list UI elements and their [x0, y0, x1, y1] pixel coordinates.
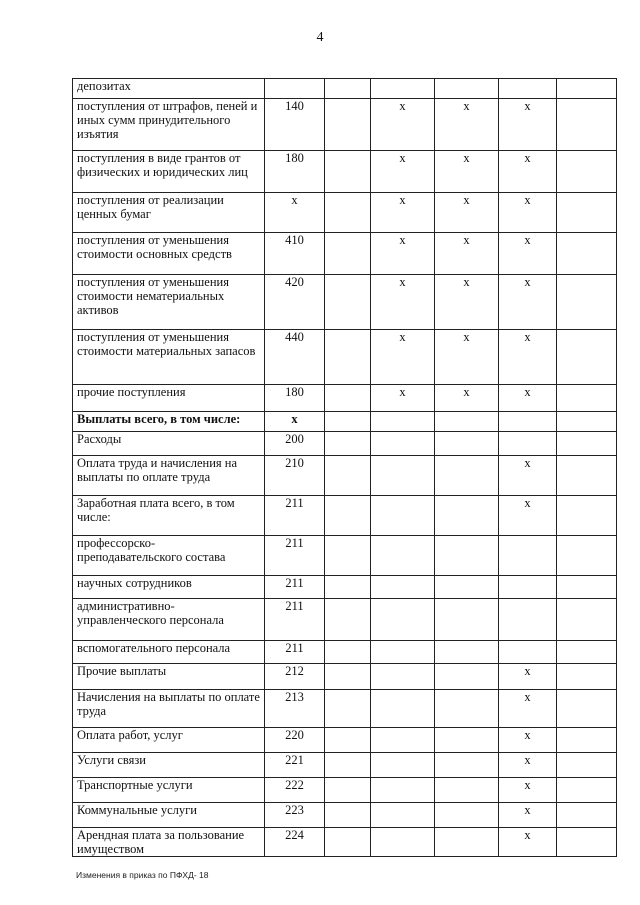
row-mark-cell: x — [499, 778, 557, 803]
row-mark-cell — [371, 803, 435, 828]
row-mark-cell — [557, 432, 617, 456]
row-mark-cell — [325, 576, 371, 599]
row-mark-cell — [371, 641, 435, 664]
row-mark-cell — [557, 456, 617, 496]
row-code: 140 — [265, 99, 325, 151]
row-code — [265, 79, 325, 99]
row-mark-cell: x — [371, 151, 435, 193]
row-mark-cell — [435, 79, 499, 99]
row-mark-cell — [557, 576, 617, 599]
row-mark-cell — [557, 753, 617, 778]
row-mark-cell — [499, 432, 557, 456]
row-code: 210 — [265, 456, 325, 496]
row-mark-cell — [325, 432, 371, 456]
row-mark-cell: x — [499, 728, 557, 753]
row-mark-cell — [371, 778, 435, 803]
row-mark-cell — [499, 599, 557, 641]
row-code: 213 — [265, 690, 325, 728]
row-mark-cell: x — [499, 690, 557, 728]
row-mark-cell: x — [499, 664, 557, 690]
row-mark-cell — [435, 690, 499, 728]
row-code: 223 — [265, 803, 325, 828]
row-mark-cell — [499, 576, 557, 599]
row-mark-cell: x — [499, 828, 557, 857]
row-code: 440 — [265, 330, 325, 385]
row-mark-cell — [435, 728, 499, 753]
row-label: административно-управленческого персонала — [73, 599, 265, 641]
table-row — [73, 664, 617, 690]
table-row — [73, 151, 617, 193]
row-mark-cell: x — [435, 151, 499, 193]
table-row — [73, 330, 617, 385]
row-label: Транспортные услуги — [73, 778, 265, 803]
row-mark-cell: x — [499, 385, 557, 412]
row-mark-cell — [325, 599, 371, 641]
row-label: Оплата труда и начисления на выплаты по оплате труда — [73, 456, 265, 496]
row-label: Расходы — [73, 432, 265, 456]
footer-note: Изменения в приказ по ПФХД- 18 — [76, 870, 209, 880]
row-mark-cell — [325, 233, 371, 275]
row-mark-cell — [371, 664, 435, 690]
row-mark-cell — [325, 536, 371, 576]
row-mark-cell: x — [371, 193, 435, 233]
row-code: 180 — [265, 151, 325, 193]
table-row — [73, 79, 617, 99]
row-mark-cell — [435, 803, 499, 828]
row-mark-cell — [325, 496, 371, 536]
row-label: Услуги связи — [73, 753, 265, 778]
table-row — [73, 828, 617, 857]
row-mark-cell: x — [499, 496, 557, 536]
row-mark-cell — [557, 385, 617, 412]
row-mark-cell — [325, 803, 371, 828]
page-number: 4 — [316, 30, 324, 45]
row-mark-cell — [371, 576, 435, 599]
row-mark-cell: x — [435, 233, 499, 275]
row-mark-cell: x — [371, 99, 435, 151]
row-code: 221 — [265, 753, 325, 778]
table-row — [73, 456, 617, 496]
row-mark-cell — [325, 778, 371, 803]
table-row — [73, 803, 617, 828]
row-mark-cell — [325, 330, 371, 385]
row-mark-cell: x — [499, 151, 557, 193]
row-code: x — [265, 412, 325, 432]
row-mark-cell — [325, 385, 371, 412]
row-mark-cell — [499, 641, 557, 664]
table-row — [73, 385, 617, 412]
row-mark-cell: x — [371, 385, 435, 412]
row-code: 211 — [265, 496, 325, 536]
table-row — [73, 690, 617, 728]
row-mark-cell — [557, 412, 617, 432]
row-mark-cell — [557, 778, 617, 803]
row-mark-cell: x — [499, 275, 557, 330]
row-mark-cell — [325, 412, 371, 432]
table-row — [73, 728, 617, 753]
row-mark-cell — [557, 496, 617, 536]
row-mark-cell: x — [499, 99, 557, 151]
row-mark-cell — [371, 728, 435, 753]
table-row — [73, 275, 617, 330]
row-code: 222 — [265, 778, 325, 803]
row-mark-cell: x — [371, 233, 435, 275]
row-label: Выплаты всего, в том числе: — [73, 412, 265, 432]
row-mark-cell — [557, 803, 617, 828]
row-mark-cell — [435, 641, 499, 664]
row-label: вспомогательного персонала — [73, 641, 265, 664]
row-label: поступления от уменьшения стоимости материальных запасов — [73, 330, 265, 385]
row-label: Оплата работ, услуг — [73, 728, 265, 753]
row-mark-cell: x — [435, 193, 499, 233]
row-mark-cell — [557, 728, 617, 753]
row-mark-cell: x — [371, 330, 435, 385]
row-mark-cell — [371, 456, 435, 496]
row-mark-cell — [557, 330, 617, 385]
row-code: 211 — [265, 599, 325, 641]
row-label: поступления от уменьшения стоимости нематериальных активов — [73, 275, 265, 330]
table-row — [73, 778, 617, 803]
row-mark-cell — [325, 664, 371, 690]
table-row — [73, 99, 617, 151]
row-mark-cell — [435, 432, 499, 456]
row-label: поступления от реализации ценных бумаг — [73, 193, 265, 233]
row-mark-cell — [435, 536, 499, 576]
row-mark-cell — [325, 99, 371, 151]
row-code: 212 — [265, 664, 325, 690]
row-mark-cell — [435, 664, 499, 690]
row-code: 220 — [265, 728, 325, 753]
row-mark-cell — [325, 193, 371, 233]
row-mark-cell: x — [435, 99, 499, 151]
row-label: Прочие выплаты — [73, 664, 265, 690]
row-mark-cell — [435, 778, 499, 803]
row-mark-cell — [557, 79, 617, 99]
budget-table — [72, 78, 617, 857]
row-mark-cell — [371, 412, 435, 432]
row-mark-cell — [435, 456, 499, 496]
row-mark-cell: x — [371, 275, 435, 330]
row-mark-cell — [325, 828, 371, 857]
row-code: 180 — [265, 385, 325, 412]
row-mark-cell — [325, 753, 371, 778]
row-mark-cell: x — [499, 803, 557, 828]
row-label: Начисления на выплаты по оплате труда — [73, 690, 265, 728]
row-label: научных сотрудников — [73, 576, 265, 599]
row-mark-cell: x — [499, 753, 557, 778]
table-row — [73, 432, 617, 456]
row-mark-cell — [371, 828, 435, 857]
row-code: 211 — [265, 576, 325, 599]
row-mark-cell: x — [499, 233, 557, 275]
row-mark-cell — [499, 536, 557, 576]
row-mark-cell — [371, 536, 435, 576]
table-row — [73, 233, 617, 275]
row-mark-cell: x — [499, 330, 557, 385]
row-mark-cell — [435, 412, 499, 432]
row-mark-cell — [371, 79, 435, 99]
row-mark-cell — [325, 79, 371, 99]
row-mark-cell — [557, 641, 617, 664]
row-code: x — [265, 193, 325, 233]
table-row — [73, 412, 617, 432]
row-code: 410 — [265, 233, 325, 275]
row-code: 211 — [265, 536, 325, 576]
row-mark-cell — [557, 193, 617, 233]
row-mark-cell — [435, 828, 499, 857]
row-mark-cell: x — [499, 193, 557, 233]
row-mark-cell — [557, 828, 617, 857]
row-mark-cell — [371, 496, 435, 536]
row-mark-cell — [325, 641, 371, 664]
row-mark-cell — [557, 99, 617, 151]
row-label: поступления в виде грантов от физических и юридических лиц — [73, 151, 265, 193]
row-code: 420 — [265, 275, 325, 330]
table-row — [73, 496, 617, 536]
row-mark-cell: x — [435, 275, 499, 330]
table-row — [73, 536, 617, 576]
row-mark-cell — [371, 432, 435, 456]
row-mark-cell — [557, 664, 617, 690]
row-mark-cell: x — [435, 385, 499, 412]
row-code: 224 — [265, 828, 325, 857]
row-mark-cell — [499, 412, 557, 432]
table-row — [73, 641, 617, 664]
row-label: профессорско-преподавательского состава — [73, 536, 265, 576]
row-label: Арендная плата за пользование имуществом — [73, 828, 265, 857]
table-row — [73, 753, 617, 778]
row-mark-cell — [435, 496, 499, 536]
row-mark-cell — [435, 599, 499, 641]
row-mark-cell — [435, 753, 499, 778]
row-label: поступления от уменьшения стоимости основных средств — [73, 233, 265, 275]
row-mark-cell — [371, 753, 435, 778]
row-code: 200 — [265, 432, 325, 456]
row-mark-cell: x — [499, 456, 557, 496]
table-row — [73, 576, 617, 599]
row-mark-cell — [325, 275, 371, 330]
row-mark-cell — [557, 151, 617, 193]
table-row — [73, 599, 617, 641]
table-row — [73, 193, 617, 233]
row-mark-cell — [499, 79, 557, 99]
row-mark-cell: x — [435, 330, 499, 385]
row-mark-cell — [371, 599, 435, 641]
row-mark-cell — [557, 599, 617, 641]
row-mark-cell — [371, 690, 435, 728]
row-mark-cell — [435, 576, 499, 599]
row-mark-cell — [325, 728, 371, 753]
row-mark-cell — [325, 690, 371, 728]
row-mark-cell — [325, 456, 371, 496]
row-mark-cell — [557, 690, 617, 728]
row-label: Заработная плата всего, в том числе: — [73, 496, 265, 536]
row-code: 211 — [265, 641, 325, 664]
row-mark-cell — [557, 275, 617, 330]
row-mark-cell — [557, 536, 617, 576]
row-label: поступления от штрафов, пеней и иных сумм принудительного изъятия — [73, 99, 265, 151]
row-label: прочие поступления — [73, 385, 265, 412]
row-mark-cell — [325, 151, 371, 193]
row-mark-cell — [557, 233, 617, 275]
row-label: Коммунальные услуги — [73, 803, 265, 828]
row-label: депозитах — [73, 79, 265, 99]
